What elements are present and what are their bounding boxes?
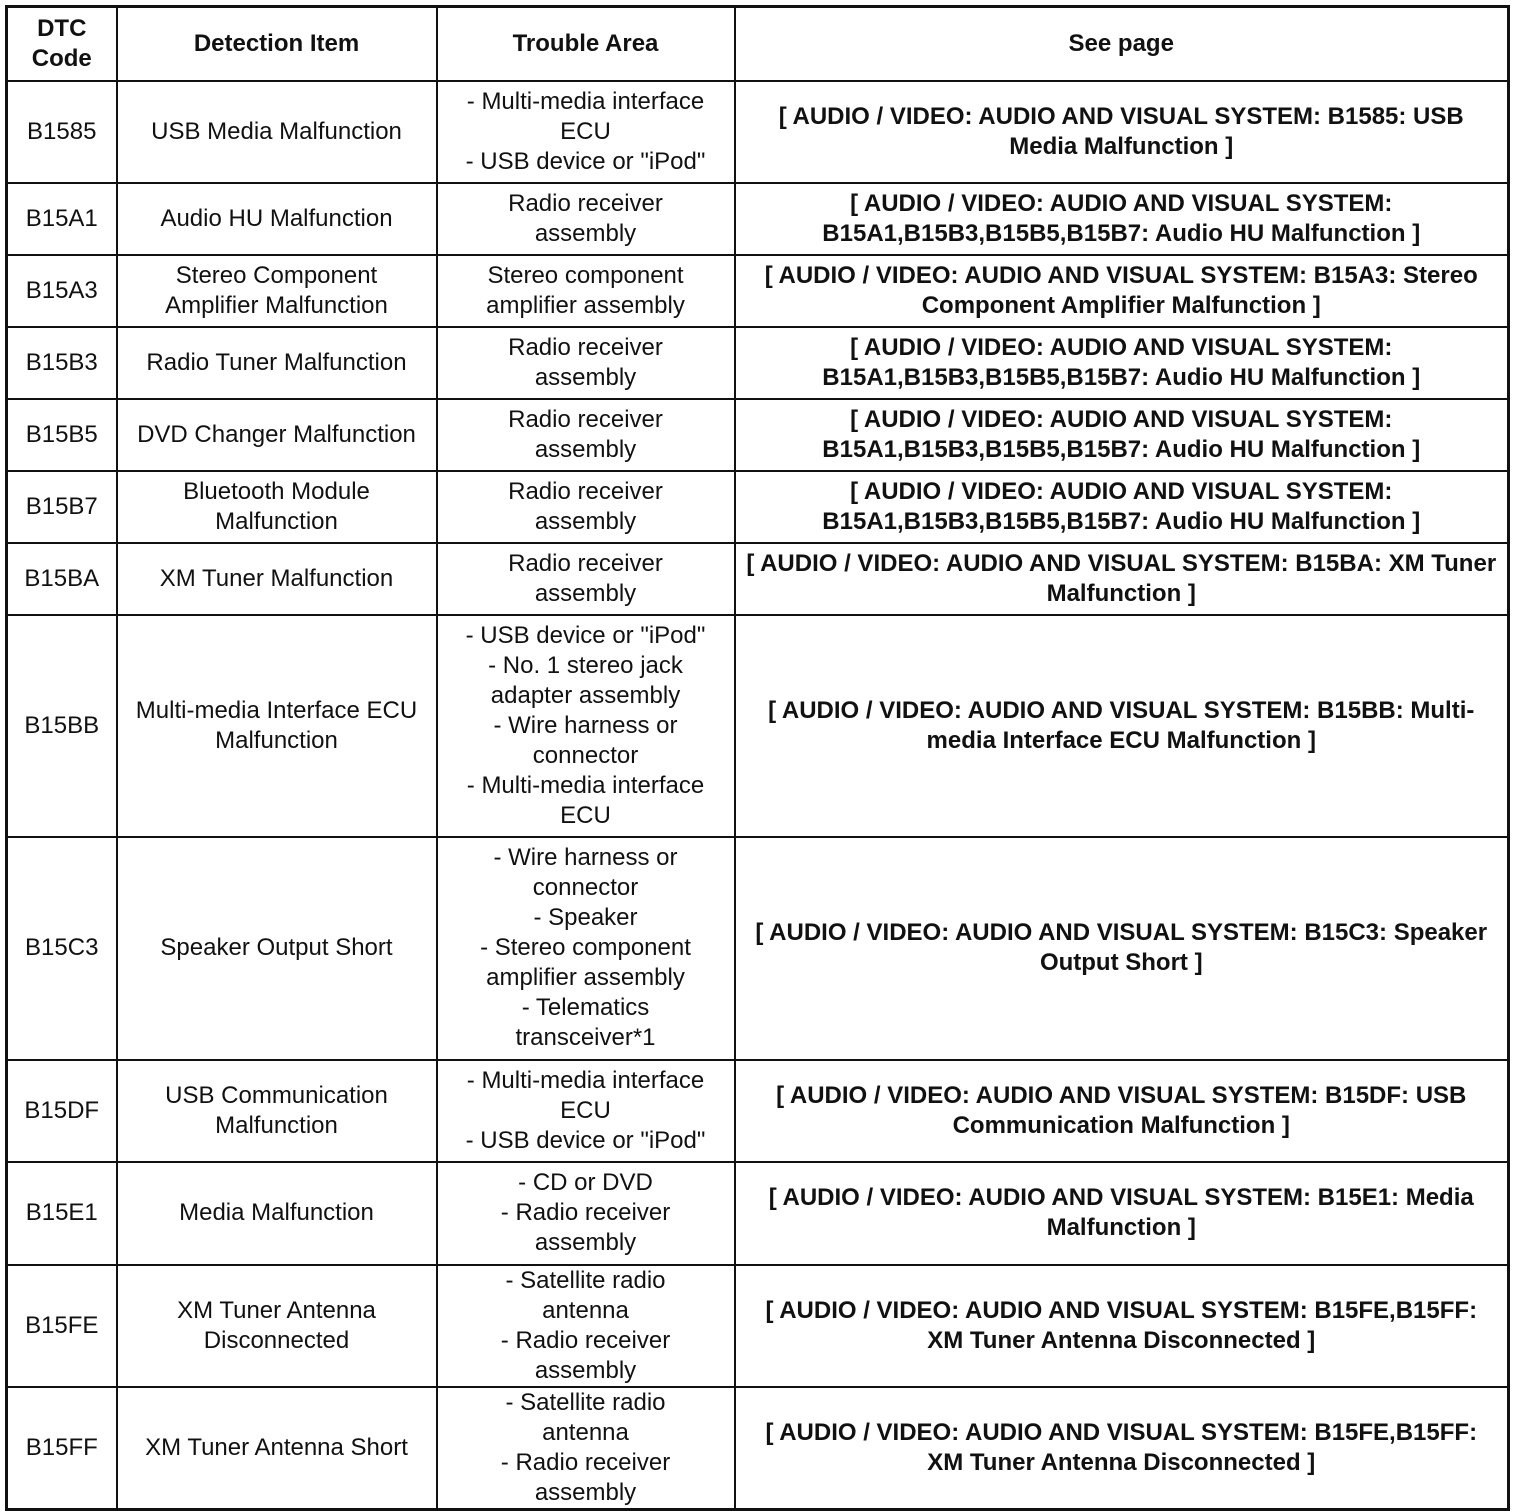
dtc-code-cell: B15C3: [7, 837, 117, 1060]
header-detection-item: Detection Item: [117, 7, 437, 81]
see-page-link[interactable]: [ AUDIO / VIDEO: AUDIO AND VISUAL SYSTEM: B15BB: Multi-media Interface ECU Malfunction ]: [735, 615, 1509, 837]
trouble-area-line: - Wire harness or connector: [493, 711, 678, 769]
see-page-link[interactable]: [ AUDIO / VIDEO: AUDIO AND VISUAL SYSTEM: B15FE,B15FF: XM Tuner Antenna Disconnected ]: [735, 1387, 1509, 1510]
table-row: [7, 327, 1509, 399]
table-row: [7, 1060, 1509, 1162]
trouble-area-line: - Stereo component amplifier assembly: [480, 934, 691, 991]
dtc-code-cell: B15A1: [7, 183, 117, 255]
trouble-area-line: - Radio receiver assembly: [500, 1448, 671, 1506]
table-row: [7, 471, 1509, 543]
dtc-code-cell: B15A3: [7, 255, 117, 327]
trouble-area-line: - USB device or "iPod": [465, 621, 706, 649]
table-row: [7, 615, 1509, 837]
dtc-code-cell: B1585: [7, 81, 117, 183]
header-see-page: See page: [735, 7, 1509, 81]
trouble-area-cell: [437, 255, 735, 327]
dtc-code-cell: B15DF: [7, 1060, 117, 1162]
dtc-code-cell: B15B5: [7, 399, 117, 471]
trouble-area-line: - No. 1 stereo jack adapter assembly: [488, 651, 683, 709]
detection-item-cell: USB Media Malfunction: [117, 81, 437, 183]
trouble-area-line: Radio receiver assembly: [508, 333, 663, 391]
see-page-link[interactable]: [ AUDIO / VIDEO: AUDIO AND VISUAL SYSTEM: B15A1,B15B3,B15B5,B15B7: Audio HU Malfunction ]: [735, 183, 1509, 255]
detection-item-cell: Stereo Component Amplifier Malfunction: [117, 255, 437, 327]
detection-item-cell: XM Tuner Malfunction: [117, 543, 437, 615]
trouble-area-cell: [437, 1162, 735, 1265]
trouble-area-cell: [437, 471, 735, 543]
see-page-link[interactable]: [ AUDIO / VIDEO: AUDIO AND VISUAL SYSTEM: B15A1,B15B3,B15B5,B15B7: Audio HU Malfunction ]: [735, 471, 1509, 543]
see-page-link[interactable]: [ AUDIO / VIDEO: AUDIO AND VISUAL SYSTEM: B15C3: Speaker Output Short ]: [735, 837, 1509, 1060]
trouble-area-cell: [437, 327, 735, 399]
trouble-area-cell: [437, 1060, 735, 1162]
trouble-area-line: - Multi-media interface ECU: [466, 87, 705, 145]
table-row: [7, 837, 1509, 1060]
table-row: [7, 183, 1509, 255]
table-header-row: [7, 7, 1509, 81]
dtc-table: [5, 5, 1510, 1511]
table-row: [7, 399, 1509, 471]
header-trouble-area: Trouble Area: [437, 7, 735, 81]
trouble-area-line: - Satellite radio antenna: [505, 1266, 666, 1324]
detection-item-cell: Audio HU Malfunction: [117, 183, 437, 255]
trouble-area-line: - Multi-media interface ECU: [466, 771, 705, 829]
see-page-link[interactable]: [ AUDIO / VIDEO: AUDIO AND VISUAL SYSTEM: B15A3: Stereo Component Amplifier Malfunction ]: [735, 255, 1509, 327]
see-page-link[interactable]: [ AUDIO / VIDEO: AUDIO AND VISUAL SYSTEM: B15BA: XM Tuner Malfunction ]: [735, 543, 1509, 615]
table-row: [7, 1265, 1509, 1387]
trouble-area-line: - USB device or "iPod": [465, 1126, 706, 1154]
detection-item-cell: Media Malfunction: [117, 1162, 437, 1265]
trouble-area-cell: [437, 615, 735, 837]
trouble-area-line: - Radio receiver assembly: [500, 1199, 671, 1256]
see-page-link[interactable]: [ AUDIO / VIDEO: AUDIO AND VISUAL SYSTEM: B15DF: USB Communication Malfunction ]: [735, 1060, 1509, 1162]
trouble-area-cell: [437, 183, 735, 255]
dtc-code-cell: B15BB: [7, 615, 117, 837]
trouble-area-cell: [437, 399, 735, 471]
trouble-area-line: - USB device or "iPod": [465, 147, 706, 175]
see-page-link[interactable]: [ AUDIO / VIDEO: AUDIO AND VISUAL SYSTEM: B15E1: Media Malfunction ]: [735, 1162, 1509, 1265]
dtc-code-cell: B15B7: [7, 471, 117, 543]
trouble-area-line: Radio receiver assembly: [508, 549, 663, 607]
detection-item-cell: USB Communication Malfunction: [117, 1060, 437, 1162]
trouble-area-cell: [437, 81, 735, 183]
see-page-link[interactable]: [ AUDIO / VIDEO: AUDIO AND VISUAL SYSTEM: B1585: USB Media Malfunction ]: [735, 81, 1509, 183]
see-page-link[interactable]: [ AUDIO / VIDEO: AUDIO AND VISUAL SYSTEM: B15A1,B15B3,B15B5,B15B7: Audio HU Malfunction ]: [735, 327, 1509, 399]
dtc-code-cell: B15BA: [7, 543, 117, 615]
trouble-area-line: - Multi-media interface ECU: [466, 1066, 705, 1124]
table-row: [7, 81, 1509, 183]
header-dtc-code: DTC Code: [7, 7, 117, 81]
detection-item-cell: Multi-media Interface ECU Malfunction: [117, 615, 437, 837]
trouble-area-line: - Telematics transceiver*1: [515, 994, 656, 1051]
trouble-area-cell: [437, 543, 735, 615]
dtc-code-cell: B15E1: [7, 1162, 117, 1265]
table-row: [7, 1387, 1509, 1510]
trouble-area-line: - Satellite radio antenna: [505, 1388, 666, 1446]
table-row: [7, 543, 1509, 615]
detection-item-cell: DVD Changer Malfunction: [117, 399, 437, 471]
table-row: [7, 1162, 1509, 1265]
trouble-area-line: - CD or DVD: [518, 1169, 653, 1196]
dtc-code-cell: B15B3: [7, 327, 117, 399]
see-page-link[interactable]: [ AUDIO / VIDEO: AUDIO AND VISUAL SYSTEM: B15A1,B15B3,B15B5,B15B7: Audio HU Malfunction ]: [735, 399, 1509, 471]
trouble-area-cell: [437, 837, 735, 1060]
dtc-code-cell: B15FF: [7, 1387, 117, 1510]
detection-item-cell: Bluetooth Module Malfunction: [117, 471, 437, 543]
trouble-area-line: Radio receiver assembly: [508, 405, 663, 463]
see-page-link[interactable]: [ AUDIO / VIDEO: AUDIO AND VISUAL SYSTEM: B15FE,B15FF: XM Tuner Antenna Disconnected ]: [735, 1265, 1509, 1387]
trouble-area-line: - Wire harness or connector: [493, 844, 678, 901]
detection-item-cell: XM Tuner Antenna Short: [117, 1387, 437, 1510]
trouble-area-line: Radio receiver assembly: [508, 477, 663, 535]
trouble-area-line: Radio receiver assembly: [508, 189, 663, 247]
table-body: [7, 81, 1509, 1510]
dtc-code-cell: B15FE: [7, 1265, 117, 1387]
trouble-area-line: - Speaker: [533, 904, 638, 931]
detection-item-cell: Speaker Output Short: [117, 837, 437, 1060]
trouble-area-cell: [437, 1387, 735, 1510]
trouble-area-line: - Radio receiver assembly: [500, 1326, 671, 1384]
trouble-area-line: Stereo component amplifier assembly: [486, 261, 685, 319]
detection-item-cell: Radio Tuner Malfunction: [117, 327, 437, 399]
trouble-area-cell: [437, 1265, 735, 1387]
detection-item-cell: XM Tuner Antenna Disconnected: [117, 1265, 437, 1387]
table-row: [7, 255, 1509, 327]
